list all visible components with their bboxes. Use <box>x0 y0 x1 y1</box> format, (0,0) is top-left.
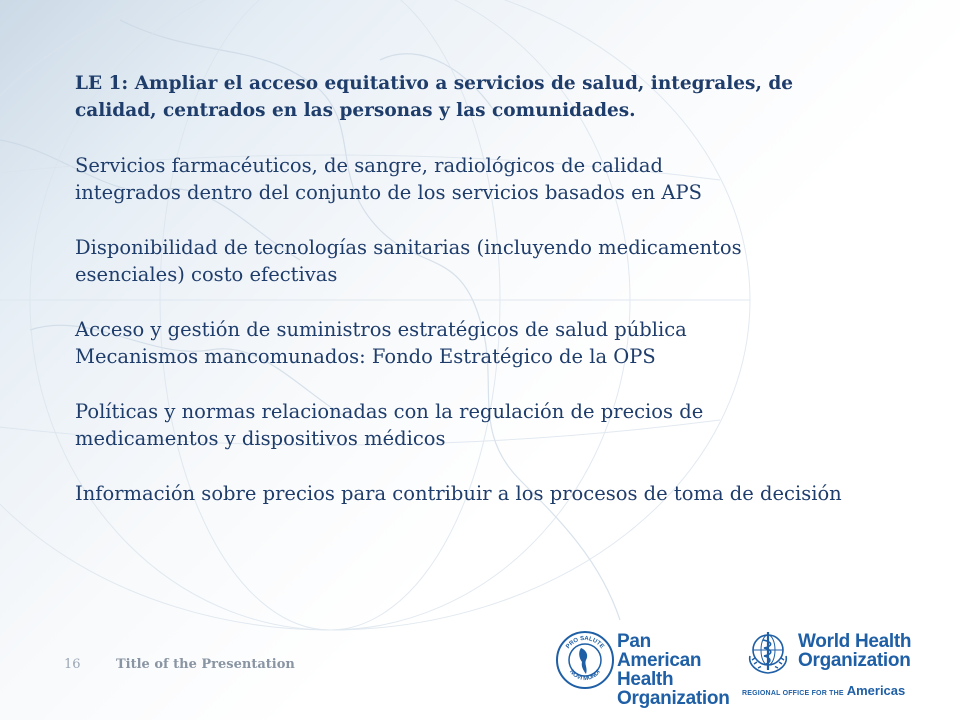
text-line: Mecanismos mancomunados: Fondo Estratégico de la OPS <box>75 345 656 368</box>
text-line: integrados dentro del conjunto de los servicios basados en APS <box>75 181 702 204</box>
who-name <box>798 632 911 670</box>
who-region-label: REGIONAL OFFICE FOR THE <box>742 690 844 697</box>
paho-emblem-top-text: PRO SALUTE <box>565 635 605 651</box>
who-name-line: Organization <box>798 650 911 671</box>
paragraph-disponibilidad <box>75 234 915 288</box>
paragraph-servicios <box>75 152 915 206</box>
svg-text:PRO SALUTE <box>565 636 604 650</box>
paho-logo <box>555 628 730 709</box>
paho-name-line: Health <box>617 669 674 690</box>
text-line: Información sobre precios para contribuir a los procesos de toma de decisión <box>75 482 842 505</box>
text-line: medicamentos y dispositivos médicos <box>75 427 446 450</box>
text-line: esenciales) costo efectivas <box>75 263 338 286</box>
paragraph-acceso <box>75 316 915 370</box>
text-line: Disponibilidad de tecnologías sanitarias (incluyendo medicamentos <box>75 236 742 259</box>
paragraph-politicas <box>75 398 915 452</box>
text-line: Políticas y normas relacionadas con la regulación de precios de <box>75 400 704 423</box>
slide-heading <box>75 70 915 124</box>
paho-name <box>617 632 730 708</box>
paho-emblem-icon <box>555 630 615 690</box>
paho-name-line: Pan American <box>617 631 702 671</box>
heading-line: LE 1: Ampliar el acceso equitativo a servicios de salud, integrales, de <box>75 73 794 94</box>
who-region-name: Americas <box>846 683 906 698</box>
text-line: Acceso y gestión de suministros estratégicos de salud pública <box>75 318 687 341</box>
who-name-line: World Health <box>798 631 912 652</box>
who-region <box>742 682 905 700</box>
text-line: Servicios farmacéuticos, de sangre, radiológicos de calidad <box>75 154 663 177</box>
who-emblem-icon <box>742 626 794 678</box>
presentation-title: Title of the Presentation <box>116 657 295 672</box>
who-logo <box>742 626 922 696</box>
heading-line: calidad, centrados en las personas y las comunidades. <box>75 100 636 121</box>
paho-emblem-bottom-text: NOVI MUNDI <box>568 669 602 683</box>
page-number: 16 <box>64 657 81 672</box>
paho-name-line: Organization <box>617 688 730 709</box>
slide-body <box>75 70 915 535</box>
paragraph-informacion <box>75 480 915 507</box>
